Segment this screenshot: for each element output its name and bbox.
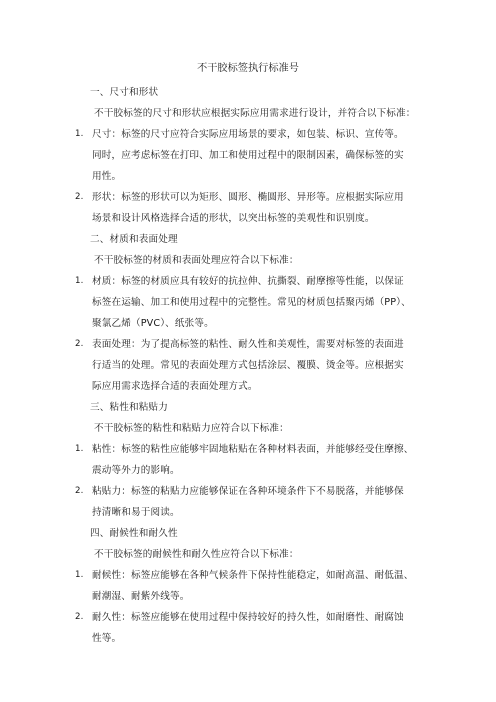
list-number: 2. [75, 339, 84, 349]
list-item-continuation: 用性。 [92, 171, 122, 182]
list-number: 1. [75, 444, 84, 454]
section-intro: 不干胶标签的耐候性和耐久性应符合以下标准： [94, 549, 299, 560]
list-item-text: 材质：标签的材质应具有较好的抗拉伸、抗撕裂、耐摩擦等性能，以保证 [92, 276, 404, 287]
list-number: 1. [75, 570, 84, 580]
document-body [73, 82, 433, 649]
list-item-continuation: 持清晰和易于阅读。 [92, 507, 180, 518]
list-item-text: 尺寸：标签的尺寸应符合实际应用场景的要求，如包装、标识、宣传等。 [92, 129, 404, 140]
list-item [73, 565, 433, 586]
list-number: 1. [75, 129, 84, 139]
list-number: 2. [75, 486, 84, 496]
list-item-text: 形状：标签的形状可以为矩形、圆形、椭圆形、异形等。应根据实际应用 [92, 192, 404, 203]
list-item-continuation: 性等。 [92, 633, 122, 644]
list-item-continuation: 行适当的处理。常见的表面处理方式包括涂层、覆膜、烫金等。应根据实 [92, 360, 404, 371]
list-item-continuation: 场景和设计风格选择合适的形状，以突出标签的美观性和识别度。 [92, 213, 375, 224]
list-item-continuation: 耐潮湿、耐紫外线等。 [92, 591, 190, 602]
list-item [73, 187, 433, 208]
document-title: 不干胶标签执行标准号 [197, 63, 299, 74]
list-number: 2. [75, 612, 84, 622]
section-heading-durability: 四、耐候性和耐久性 [90, 528, 178, 539]
list-item-continuation: 聚氯乙烯（PVC）、纸张等。 [92, 318, 214, 329]
section-intro: 不干胶标签的材质和表面处理应符合以下标准： [94, 255, 299, 266]
list-item [73, 607, 433, 628]
list-item [73, 124, 433, 145]
section-heading-size-shape: 一、尺寸和形状 [90, 87, 159, 98]
list-item-text: 耐久性：标签应能够在使用过程中保持较好的持久性，如耐磨性、耐腐蚀 [92, 612, 404, 623]
list-item-continuation: 震动等外力的影响。 [92, 465, 180, 476]
list-number: 1. [75, 276, 84, 286]
list-number: 2. [75, 192, 84, 202]
list-item [73, 481, 433, 502]
list-item [73, 334, 433, 355]
list-item-continuation: 际应用需求选择合适的表面处理方式。 [92, 381, 258, 392]
list-item-text: 粘贴力：标签的粘贴力应能够保证在各种环境条件下不易脱落，并能够保 [92, 486, 404, 497]
list-item [73, 439, 433, 460]
section-heading-adhesion: 三、粘性和粘贴力 [90, 402, 168, 413]
list-item [73, 271, 433, 292]
list-item-continuation: 同时，应考虑标签在打印、加工和使用过程中的限制因素，确保标签的实 [92, 150, 404, 161]
section-intro: 不干胶标签的尺寸和形状应根据实际应用需求进行设计，并符合以下标准： [94, 108, 416, 119]
section-heading-material: 二、材质和表面处理 [90, 234, 178, 245]
list-item-continuation: 标签在运输、加工和使用过程中的完整性。常见的材质包括聚丙烯（PP）、 [92, 297, 411, 308]
list-item-text: 耐候性：标签应能够在各种气候条件下保持性能稳定，如耐高温、耐低温、 [92, 570, 414, 581]
list-item-text: 表面处理：为了提高标签的粘性、耐久性和美观性，需要对标签的表面进 [92, 339, 404, 350]
section-intro: 不干胶标签的粘性和粘贴力应符合以下标准： [94, 423, 289, 434]
list-item-text: 粘性：标签的粘性应能够牢固地粘贴在各种材料表面，并能够经受住摩擦、 [92, 444, 414, 455]
